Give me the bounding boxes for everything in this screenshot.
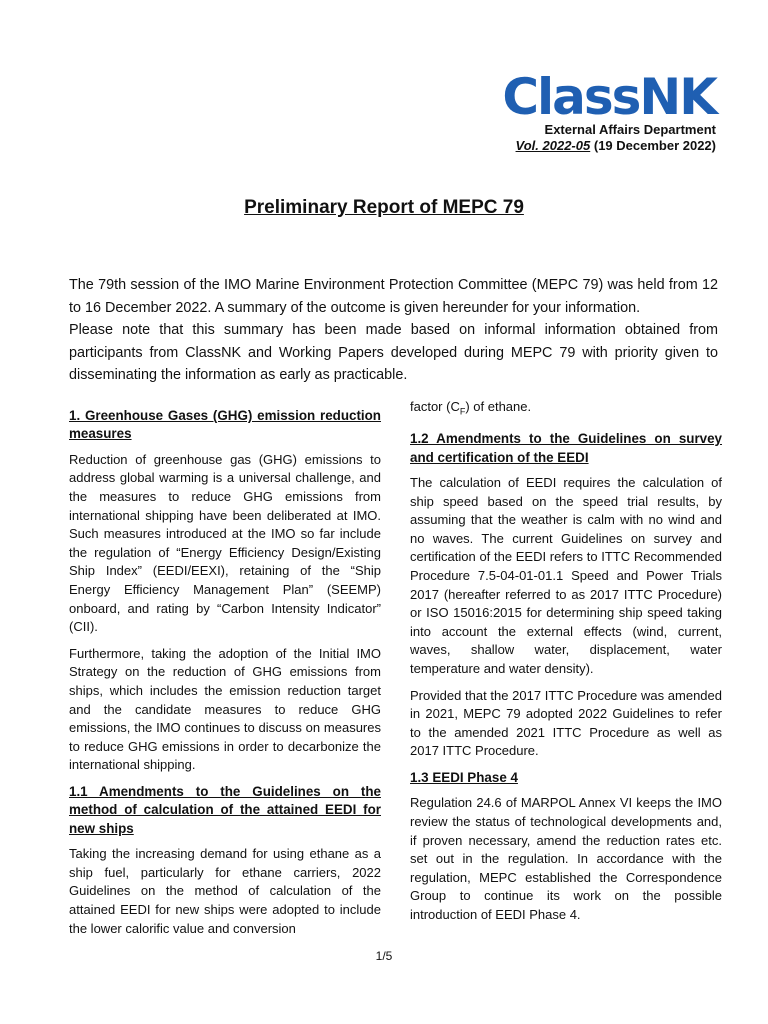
intro-section xyxy=(69,274,718,387)
subscript-f: F xyxy=(459,406,466,417)
left-column xyxy=(69,407,381,946)
section-1-2-heading: 1.2 Amendments to the Guidelines on survey and certification of the EEDI xyxy=(410,431,722,465)
right-column xyxy=(410,398,722,932)
section-1-heading: 1. Greenhouse Gases (GHG) emission reduction measures xyxy=(69,408,381,442)
intro-paragraph-1: The 79th session of the IMO Marine Environment Protection Committee (MEPC 79) was held from 12 to 16 December 2022. A summary of the outcome is given hereunder for your information. xyxy=(69,277,718,316)
section-1-1-paragraph: Taking the increasing demand for using ethane as a ship fuel, particularly for ethane carriers, 2022 Guidelines on the method of calculation of the attained EEDI for new ships were adopted to include the lower calorific value and conversion xyxy=(69,846,381,936)
section-1-3-paragraph: Regulation 24.6 of MARPOL Annex VI keeps the IMO review the status of technological developments and, if proven necessary, amend the reduction rates etc. set out in the regulation. In accordance with the regulation, MEPC established the Correspondence Group to continue its work on the possible introduction of EEDI Phase 4. xyxy=(410,795,722,922)
page-number: 1/5 xyxy=(375,949,393,963)
section-1-1-heading: 1.1 Amendments to the Guidelines on the method of calculation of the attained EEDI for new ships xyxy=(69,783,381,836)
section-1-paragraph-2: Furthermore, taking the adoption of the Initial IMO Strategy on the reduction of GHG emissions from ships, which includes the emission reduction target and the candidate measures to reduce GHG emissions, the IMO continues to discuss on measures to reduce GHG emissions in order to decarbonize the international shipping. xyxy=(69,645,381,773)
department-name: External Affairs Department xyxy=(544,122,716,137)
section-1-2-paragraph-1: The calculation of EEDI requires the calculation of ship speed based on the speed trial results, by assuming that the weather is calm with no wind and no waves. The current Guidelines on survey and certification of the EEDI refers to ITTC Recommended Procedure 7.5-04-01-01.1 Speed and Power Trials 2017 (hereafter referred to as 2017 ITTC Procedure) or ISO 15016:2015 for determining ship speed taking into account the external effects (wind, current, waves, shallow water, displacement, water temperature and water density). xyxy=(410,475,722,676)
classnk-logo: ClassNK xyxy=(502,68,716,126)
section-1-paragraph-1: Reduction of greenhouse gas (GHG) emissions to address global warming is a universal challenge, and the measures to reduce GHG emissions from international shipping have been deliberated at IMO. Such measures introduced at the IMO so far include the regulation of “Energy Efficiency Design/Existing Ship Index” (EEDI/EEXI), retaining of the “Ship Energy Efficiency Management Plan” (SEEMP) onboard, and rating by “Carbon Intensity Indicator” (CII). xyxy=(69,451,381,635)
intro-paragraph-2: Please note that this summary has been made based on informal information obtained from participants from ClassNK and Working Papers developed during MEPC 79 with priority given to disseminating the information as early as practicable. xyxy=(69,322,718,383)
section-1-2-paragraph-2: Provided that the 2017 ITTC Procedure was amended in 2021, MEPC 79 adopted 2022 Guidelines to refer to the amended 2021 ITTC Procedure as well as 2017 ITTC Procedure. xyxy=(410,687,722,759)
document-header xyxy=(486,70,716,154)
issue-date: (19 December 2022) xyxy=(593,138,716,153)
volume-line xyxy=(486,137,716,154)
volume-number: Vol. 2022-05 xyxy=(515,138,591,153)
section-1-3-heading: 1.3 EEDI Phase 4 xyxy=(410,769,518,785)
page-title: Preliminary Report of MEPC 79 xyxy=(244,197,524,218)
section-1-1-continuation: factor $(C_F)$ of ethane. xyxy=(410,399,532,417)
